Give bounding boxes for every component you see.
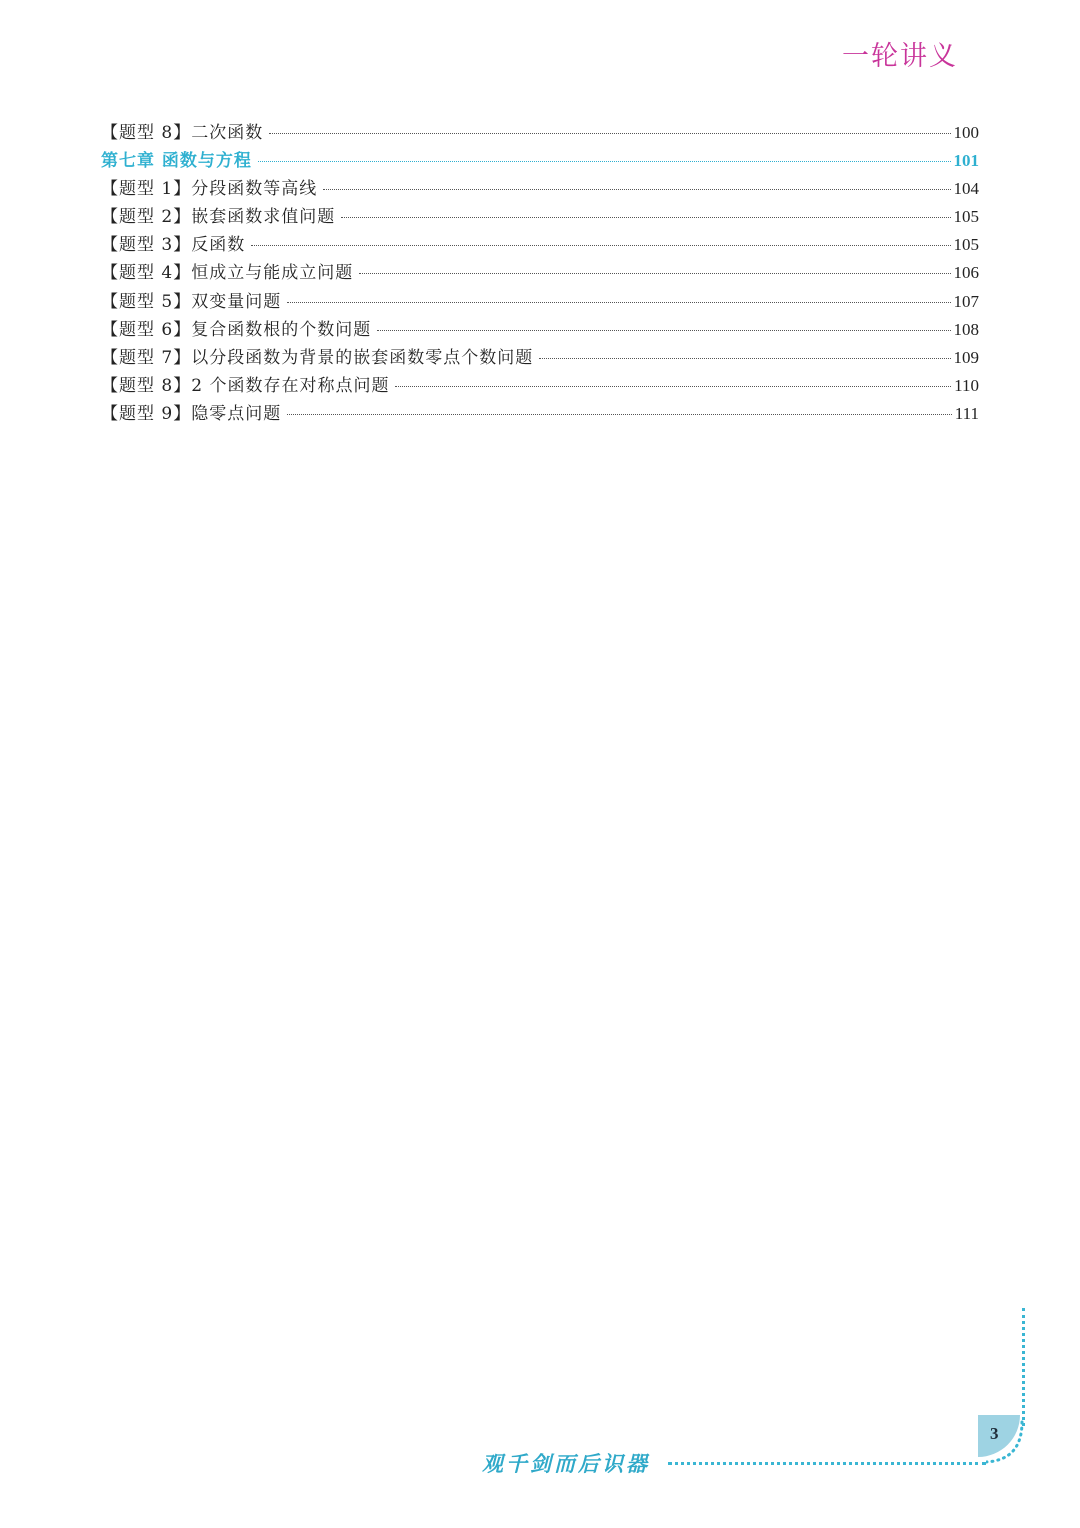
- toc-leader-dots: [323, 189, 950, 190]
- toc-entry-page: 111: [954, 403, 979, 423]
- header-title: 一轮讲义: [842, 41, 958, 72]
- toc-entry-page: 104: [953, 179, 979, 199]
- page-number: 3: [990, 1424, 999, 1443]
- toc-entry-label: 【题型 8】2 个函数存在对称点问题: [101, 375, 390, 396]
- toc-entry-label: 【题型 5】双变量问题: [101, 291, 282, 312]
- toc-entry-page: 108: [953, 319, 979, 339]
- toc-row[interactable]: [101, 118, 979, 146]
- toc-entry-page: 105: [953, 207, 979, 227]
- toc-row[interactable]: [101, 343, 979, 371]
- footer-dotted-line: [668, 1462, 986, 1465]
- toc-leader-dots: [395, 386, 951, 387]
- toc-leader-dots: [287, 302, 950, 303]
- toc-chapter-page: 101: [953, 151, 979, 171]
- toc-entry-page: 105: [953, 235, 979, 255]
- toc-row[interactable]: [101, 202, 979, 230]
- toc-entry-page: 107: [953, 291, 979, 311]
- toc-entry-page: 110: [954, 375, 979, 395]
- toc-entry-label: 【题型 2】嵌套函数求值问题: [101, 207, 336, 228]
- toc-row[interactable]: [101, 399, 979, 427]
- toc-entry-label: 【题型 7】以分段函数为背景的嵌套函数零点个数问题: [101, 347, 534, 368]
- toc-leader-dots: [359, 273, 950, 274]
- toc-row[interactable]: [101, 371, 979, 399]
- toc-leader-dots: [539, 358, 950, 359]
- toc-leader-dots: [251, 245, 950, 246]
- toc-leader-dots: [258, 161, 951, 162]
- toc-row[interactable]: [101, 174, 979, 202]
- toc-entry-page: 109: [953, 347, 979, 367]
- toc-entry-label: 【题型 1】分段函数等高线: [101, 179, 318, 200]
- toc-row[interactable]: [101, 258, 979, 286]
- toc-entry-label: 【题型 6】复合函数根的个数问题: [101, 319, 372, 340]
- toc-leader-dots: [341, 217, 950, 218]
- toc-leader-dots: [269, 133, 950, 134]
- toc-row[interactable]: [101, 287, 979, 315]
- toc-entry-label: 【题型 4】恒成立与能成立问题: [101, 263, 354, 284]
- toc-leader-dots: [377, 330, 950, 331]
- toc-chapter-row[interactable]: [101, 146, 979, 174]
- toc-entry-label: 【题型 9】隐零点问题: [101, 403, 282, 424]
- toc-leader-dots: [287, 414, 952, 415]
- toc-row[interactable]: [101, 315, 979, 343]
- toc-chapter-label: 第七章 函数与方程: [101, 151, 252, 172]
- footer-motto: 观千剑而后识器: [482, 1452, 650, 1476]
- toc-entry-label: 【题型 8】二次函数: [101, 123, 264, 143]
- footer-dotted-line-vertical: [1022, 1308, 1025, 1426]
- toc-entry-page: 100: [953, 123, 979, 142]
- toc-entry-label: 【题型 3】反函数: [101, 235, 246, 256]
- toc-entry-page: 106: [953, 263, 979, 283]
- table-of-contents: [101, 118, 979, 427]
- toc-row[interactable]: [101, 230, 979, 258]
